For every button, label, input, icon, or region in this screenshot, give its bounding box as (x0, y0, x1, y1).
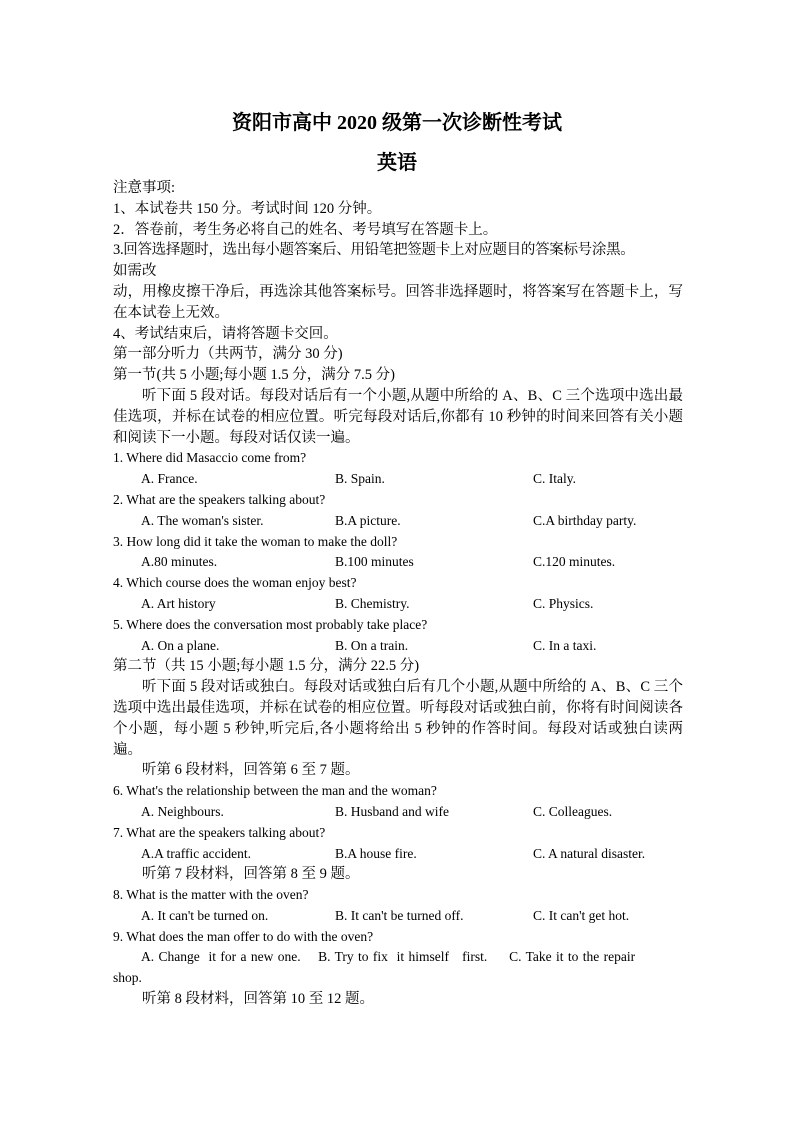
section1-instructions: 听下面 5 段对话。每段对话后有一个小题,从题中所给的 A、B、C 三个选项中选出最佳选项，并标在试卷的相应位置。听完每段对话后,你都有 10 秒钟的时间来回答有关小题和阅读下一小题。每段对话仅读一遍。 (113, 387, 683, 446)
option-b: B. Spain. (335, 471, 385, 487)
note-item-3-line-2: 如需改 (113, 263, 157, 280)
option-c: C. In a taxi. (533, 637, 597, 653)
question-4 (113, 573, 683, 615)
options-row: A. Change it for a new one. B. Try to fix it himself first. C. Take it to the repair (141, 949, 636, 965)
option-c: C.120 minutes. (533, 554, 616, 570)
question-text: 5. Where does the conversation most probably take place? (113, 616, 428, 632)
options-row (113, 636, 683, 657)
option-b: B.A picture. (335, 512, 401, 528)
question-text: 4. Which course does the woman enjoy best? (113, 575, 357, 591)
part1-heading: 第一部分听力（共两节，满分 30 分) (113, 346, 343, 363)
option-a: A. The woman's sister. (141, 512, 264, 528)
option-c: C. A natural disaster. (533, 845, 646, 861)
notes-heading: 注意事项: (113, 180, 176, 196)
option-c: C.A birthday party. (533, 512, 637, 528)
option-c: C. Italy. (533, 471, 576, 487)
option-a: A.80 minutes. (141, 554, 218, 570)
question-8 (113, 885, 683, 927)
option-b: B. On a train. (335, 637, 409, 653)
option-b: B. Husband and wife (335, 803, 449, 819)
question-text: 3. How long did it take the woman to make the doll? (113, 533, 398, 549)
question-text: 9. What does the man offer to do with the oven? (113, 928, 374, 944)
option-b: B. Chemistry. (335, 595, 410, 611)
options-row (113, 906, 683, 927)
question-1 (113, 448, 683, 490)
question-2 (113, 490, 683, 532)
question-7 (113, 823, 683, 865)
options-row (113, 844, 683, 865)
material-6-note: 听第 6 段材料，回答第 6 至 7 题。 (142, 762, 360, 779)
note-item-1: 1、本试卷共 150 分。考试时间 120 分钟。 (113, 200, 382, 217)
option-a: A.A traffic accident. (141, 845, 251, 861)
option-a: A. It can't be turned on. (141, 907, 269, 923)
option-a: A. France. (141, 471, 198, 487)
exam-content (113, 178, 683, 1010)
option-c: C. It can't get hot. (533, 907, 630, 923)
section1-heading: 第一节(共 5 小题;每小题 1.5 分，满分 7.5 分) (113, 367, 395, 384)
question-text: 7. What are the speakers talking about? (113, 824, 326, 840)
options-row (113, 552, 683, 573)
question-9 (113, 927, 683, 989)
material-8-note: 听第 8 段材料，回答第 10 至 12 题。 (142, 991, 374, 1008)
question-text: 6. What's the relationship between the man and the woman? (113, 783, 437, 799)
option-b: B. It can't be turned off. (335, 907, 464, 923)
note-item-2: 2．答卷前，考生务必将自己的姓名、考号填写在答题卡上。 (113, 221, 498, 238)
question-5 (113, 615, 683, 657)
subject-title: 英语 (377, 152, 417, 174)
section2-instructions: 听下面 5 段对话或独白。每段对话或独白后有几个小题,从题中所给的 A、B、C 三个选项中选出最佳选项，并标在试卷的相应位置。听每段对话或独白前，你将有时间阅读各个小题，每小题 5 秒钟,听完后,各小题将给出 5 秒钟的作答时间。每段对话或独白读两遍。 (113, 679, 683, 758)
question-text: 2. What are the speakers talking about? (113, 491, 326, 507)
question-3 (113, 532, 683, 574)
options-row (113, 594, 683, 615)
option-a: A. On a plane. (141, 637, 220, 653)
note-item-3-line-1: 3.回答选择题时，选出每小题答案后、用铅笔把签题卡上对应题目的答案标号涂黑。 (113, 242, 635, 259)
option-c: C. Colleagues. (533, 803, 613, 819)
section2-heading: 第二节（共 15 小题;每小题 1.5 分，满分 22.5 分) (113, 658, 420, 675)
option-b: B.A house fire. (335, 845, 417, 861)
options-row (113, 802, 683, 823)
question-text: 1. Where did Masaccio come from? (113, 450, 307, 466)
option-c: C. Physics. (533, 595, 594, 611)
question-text: 8. What is the matter with the oven? (113, 887, 309, 903)
options-row (113, 469, 683, 490)
note-item-4: 4、考试结束后，请将答题卡交回。 (113, 325, 338, 342)
option-a: A. Art history (141, 595, 216, 611)
option-a: A. Neighbours. (141, 803, 224, 819)
options-row-continuation: shop. (113, 970, 142, 986)
options-row (113, 511, 683, 532)
material-7-note: 听第 7 段材料，回答第 8 至 9 题。 (142, 866, 360, 883)
question-6 (113, 781, 683, 823)
note-item-3-line-3: 动，用橡皮擦干净后，再选涂其他答案标号。回答非选择题时，将答案写在答题卡上，写在本试卷上无效。 (113, 283, 683, 321)
exam-title: 资阳市高中 2020 级第一次诊断性考试 (232, 112, 562, 134)
option-b: B.100 minutes (335, 554, 414, 570)
